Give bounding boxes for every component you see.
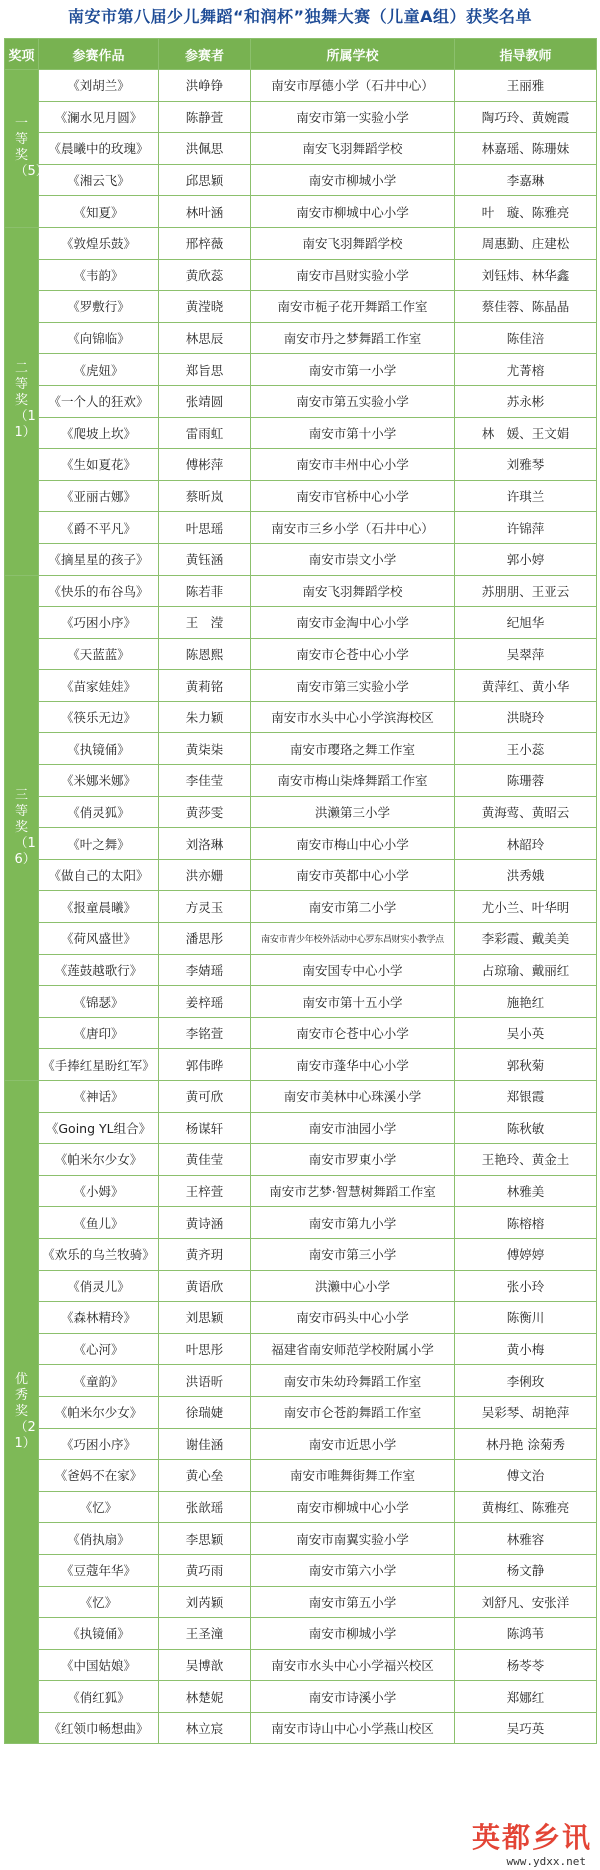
school-cell: 南安市诗山中心小学燕山校区 xyxy=(251,1712,455,1744)
table-row xyxy=(5,701,597,733)
participant-cell: 傅彬萍 xyxy=(159,449,251,481)
teacher-cell: 王丽雅 xyxy=(455,70,597,102)
table-header-row xyxy=(5,39,597,70)
school-cell: 南安市柳城小学 xyxy=(251,1618,455,1650)
participant-cell: 王圣潼 xyxy=(159,1618,251,1650)
table-row xyxy=(5,923,597,955)
table-row xyxy=(5,101,597,133)
participant-cell: 杨谋轩 xyxy=(159,1112,251,1144)
table-row xyxy=(5,1586,597,1618)
table-row xyxy=(5,1017,597,1049)
watermark-logo: 英都乡讯 xyxy=(471,1821,592,1854)
table-row xyxy=(5,1049,597,1081)
school-cell: 南安市罗東小学 xyxy=(251,1144,455,1176)
school-cell: 南安市第二小学 xyxy=(251,891,455,923)
work-cell: 《中国姑娘》 xyxy=(39,1649,159,1681)
participant-cell: 徐瑞婕 xyxy=(159,1396,251,1428)
school-cell: 南安市三乡小学（石井中心） xyxy=(251,512,455,544)
teacher-cell: 叶 璇、陈雅亮 xyxy=(455,196,597,228)
teacher-cell: 郭秋菊 xyxy=(455,1049,597,1081)
work-cell: 《苗家娃娃》 xyxy=(39,670,159,702)
teacher-cell: 杨文静 xyxy=(455,1554,597,1586)
teacher-cell: 陈榕榕 xyxy=(455,1207,597,1239)
table-row xyxy=(5,607,597,639)
school-cell: 南安市第十五小学 xyxy=(251,986,455,1018)
school-cell: 南安市栀子花开舞蹈工作室 xyxy=(251,291,455,323)
teacher-cell: 尤菁榕 xyxy=(455,354,597,386)
teacher-cell: 傅婷婷 xyxy=(455,1238,597,1270)
participant-cell: 邢梓薇 xyxy=(159,227,251,259)
school-cell: 洪濑第三小学 xyxy=(251,796,455,828)
participant-cell: 黄可欣 xyxy=(159,1081,251,1113)
teacher-cell: 郑娜红 xyxy=(455,1681,597,1713)
table-row xyxy=(5,543,597,575)
work-cell: 《俏执扇》 xyxy=(39,1523,159,1555)
work-cell: 《莲鼓越歌行》 xyxy=(39,954,159,986)
work-cell: 《帕米尔少女》 xyxy=(39,1396,159,1428)
work-cell: 《叶之舞》 xyxy=(39,828,159,860)
work-cell: 《爬坡上坎》 xyxy=(39,417,159,449)
participant-cell: 叶思瑶 xyxy=(159,512,251,544)
school-cell: 南安市第一小学 xyxy=(251,354,455,386)
prize-label: 二等奖（11） xyxy=(14,361,36,441)
participant-cell: 刘芮颖 xyxy=(159,1586,251,1618)
school-cell: 南安飞羽舞蹈学校 xyxy=(251,133,455,165)
school-cell: 南安市官桥中心小学 xyxy=(251,480,455,512)
prize-label: 优秀奖（21） xyxy=(14,1372,36,1452)
teacher-cell: 黄海莺、黄昭云 xyxy=(455,796,597,828)
work-cell: 《鱼儿》 xyxy=(39,1207,159,1239)
teacher-cell: 纪旭华 xyxy=(455,607,597,639)
teacher-cell: 洪秀娥 xyxy=(455,859,597,891)
work-cell: 《Going YL组合》 xyxy=(39,1112,159,1144)
table-row xyxy=(5,259,597,291)
table-row xyxy=(5,164,597,196)
teacher-cell: 施艳红 xyxy=(455,986,597,1018)
school-cell: 洪濑中心小学 xyxy=(251,1270,455,1302)
prize-cell xyxy=(5,227,39,575)
table-row xyxy=(5,449,597,481)
table-row xyxy=(5,1618,597,1650)
table-row xyxy=(5,733,597,765)
header-participant: 参赛者 xyxy=(159,39,251,70)
participant-cell: 林立宸 xyxy=(159,1712,251,1744)
participant-cell: 刘思颖 xyxy=(159,1302,251,1334)
table-row xyxy=(5,1238,597,1270)
header-prize: 奖项 xyxy=(5,39,39,70)
school-cell: 南安市近思小学 xyxy=(251,1428,455,1460)
school-cell: 南安飞羽舞蹈学校 xyxy=(251,227,455,259)
work-cell: 《虎妞》 xyxy=(39,354,159,386)
work-cell: 《小姆》 xyxy=(39,1175,159,1207)
table-row xyxy=(5,828,597,860)
school-cell: 南安市唯舞街舞工作室 xyxy=(251,1460,455,1492)
teacher-cell: 张小玲 xyxy=(455,1270,597,1302)
work-cell: 《唐印》 xyxy=(39,1017,159,1049)
table-row xyxy=(5,1712,597,1744)
school-cell: 南安市第五实验小学 xyxy=(251,385,455,417)
table-row xyxy=(5,1649,597,1681)
school-cell: 南安市璎珞之舞工作室 xyxy=(251,733,455,765)
participant-cell: 刘洛琳 xyxy=(159,828,251,860)
school-cell: 南安市第五小学 xyxy=(251,1586,455,1618)
work-cell: 《韦韵》 xyxy=(39,259,159,291)
work-cell: 《童韵》 xyxy=(39,1365,159,1397)
work-cell: 《巧困小序》 xyxy=(39,607,159,639)
teacher-cell: 郭小婷 xyxy=(455,543,597,575)
participant-cell: 洪亦姗 xyxy=(159,859,251,891)
work-cell: 《忆》 xyxy=(39,1586,159,1618)
table-row xyxy=(5,227,597,259)
school-cell: 南安市油园小学 xyxy=(251,1112,455,1144)
prize-cell xyxy=(5,1081,39,1744)
work-cell: 《俏红狐》 xyxy=(39,1681,159,1713)
work-cell: 《向锦临》 xyxy=(39,322,159,354)
participant-cell: 谢佳涵 xyxy=(159,1428,251,1460)
participant-cell: 郭伟晔 xyxy=(159,1049,251,1081)
school-cell: 南安市金淘中心小学 xyxy=(251,607,455,639)
teacher-cell: 许锦萍 xyxy=(455,512,597,544)
school-cell: 南安市水头中心小学福兴校区 xyxy=(251,1649,455,1681)
teacher-cell: 刘舒凡、安张洋 xyxy=(455,1586,597,1618)
teacher-cell: 吴巧英 xyxy=(455,1712,597,1744)
table-row xyxy=(5,1081,597,1113)
school-cell: 南安市仑苍中心小学 xyxy=(251,638,455,670)
table-row xyxy=(5,1428,597,1460)
school-cell: 南安市厚德小学（石井中心） xyxy=(251,70,455,102)
teacher-cell: 李俐玫 xyxy=(455,1365,597,1397)
work-cell: 《豆蔻年华》 xyxy=(39,1554,159,1586)
participant-cell: 王梓萱 xyxy=(159,1175,251,1207)
participant-cell: 邱思颖 xyxy=(159,164,251,196)
work-cell: 《知夏》 xyxy=(39,196,159,228)
prize-label: 三等奖（16） xyxy=(14,787,36,867)
work-cell: 《爸妈不在家》 xyxy=(39,1460,159,1492)
participant-cell: 黄莎雯 xyxy=(159,796,251,828)
table-row xyxy=(5,1396,597,1428)
table-row xyxy=(5,1460,597,1492)
teacher-cell: 苏永彬 xyxy=(455,385,597,417)
participant-cell: 陈若菲 xyxy=(159,575,251,607)
participant-cell: 陈恩熙 xyxy=(159,638,251,670)
table-row xyxy=(5,133,597,165)
work-cell: 《巧困小序》 xyxy=(39,1428,159,1460)
participant-cell: 黄钰涵 xyxy=(159,543,251,575)
table-row xyxy=(5,385,597,417)
teacher-cell: 吴彩琴、胡艳萍 xyxy=(455,1396,597,1428)
school-cell: 南安市朱幼玲舞蹈工作室 xyxy=(251,1365,455,1397)
table-row xyxy=(5,417,597,449)
participant-cell: 李婧瑶 xyxy=(159,954,251,986)
school-cell: 南安市柳城小学 xyxy=(251,164,455,196)
school-cell: 南安市水头中心小学滨海校区 xyxy=(251,701,455,733)
participant-cell: 方灵玉 xyxy=(159,891,251,923)
participant-cell: 雷雨虹 xyxy=(159,417,251,449)
school-cell: 南安市青少年校外活动中心罗东昌财实小教学点 xyxy=(251,923,455,955)
teacher-cell: 刘钰炜、林华鑫 xyxy=(455,259,597,291)
work-cell: 《红领巾畅想曲》 xyxy=(39,1712,159,1744)
participant-cell: 黄滢晓 xyxy=(159,291,251,323)
work-cell: 《敦煌乐鼓》 xyxy=(39,227,159,259)
participant-cell: 潘思彤 xyxy=(159,923,251,955)
table-row xyxy=(5,1207,597,1239)
teacher-cell: 陈鸿苇 xyxy=(455,1618,597,1650)
school-cell: 南安市柳城中心小学 xyxy=(251,196,455,228)
table-row xyxy=(5,986,597,1018)
work-cell: 《忆》 xyxy=(39,1491,159,1523)
participant-cell: 黄巧雨 xyxy=(159,1554,251,1586)
work-cell: 《罗敷行》 xyxy=(39,291,159,323)
teacher-cell: 林嘉瑶、陈珊妹 xyxy=(455,133,597,165)
teacher-cell: 刘雅琴 xyxy=(455,449,597,481)
school-cell: 南安国专中心小学 xyxy=(251,954,455,986)
work-cell: 《刘胡兰》 xyxy=(39,70,159,102)
work-cell: 《一个人的狂欢》 xyxy=(39,385,159,417)
school-cell: 南安市第十小学 xyxy=(251,417,455,449)
participant-cell: 黄莉铭 xyxy=(159,670,251,702)
work-cell: 《爵不平凡》 xyxy=(39,512,159,544)
participant-cell: 洪语昕 xyxy=(159,1365,251,1397)
work-cell: 《亚丽古娜》 xyxy=(39,480,159,512)
work-cell: 《俏灵狐》 xyxy=(39,796,159,828)
school-cell: 南安市码头中心小学 xyxy=(251,1302,455,1334)
table-row xyxy=(5,1333,597,1365)
teacher-cell: 林 媛、王文娟 xyxy=(455,417,597,449)
school-cell: 南安市梅山中心小学 xyxy=(251,828,455,860)
table-row xyxy=(5,796,597,828)
teacher-cell: 尤小兰、叶华明 xyxy=(455,891,597,923)
participant-cell: 黄语欣 xyxy=(159,1270,251,1302)
teacher-cell: 周惠勤、庄建松 xyxy=(455,227,597,259)
table-row xyxy=(5,1175,597,1207)
table-row xyxy=(5,1270,597,1302)
school-cell: 南安市诗溪小学 xyxy=(251,1681,455,1713)
work-cell: 《心河》 xyxy=(39,1333,159,1365)
participant-cell: 李铭萱 xyxy=(159,1017,251,1049)
participant-cell: 朱力颖 xyxy=(159,701,251,733)
participant-cell: 黄柒柒 xyxy=(159,733,251,765)
teacher-cell: 蔡佳蓉、陈晶晶 xyxy=(455,291,597,323)
school-cell: 南安市昌财实验小学 xyxy=(251,259,455,291)
school-cell: 南安市蓬华中心小学 xyxy=(251,1049,455,1081)
table-row xyxy=(5,1144,597,1176)
work-cell: 《森林精玲》 xyxy=(39,1302,159,1334)
school-cell: 南安市崇文小学 xyxy=(251,543,455,575)
teacher-cell: 王艳玲、黄金土 xyxy=(455,1144,597,1176)
participant-cell: 黄诗涵 xyxy=(159,1207,251,1239)
participant-cell: 吴博歆 xyxy=(159,1649,251,1681)
teacher-cell: 苏朋朋、王亚云 xyxy=(455,575,597,607)
work-cell: 《报童晨曦》 xyxy=(39,891,159,923)
school-cell: 南安市第三小学 xyxy=(251,1238,455,1270)
work-cell: 《湘云飞》 xyxy=(39,164,159,196)
work-cell: 《筷乐无边》 xyxy=(39,701,159,733)
work-cell: 《神话》 xyxy=(39,1081,159,1113)
school-cell: 南安市美林中心珠溪小学 xyxy=(251,1081,455,1113)
teacher-cell: 李嘉琳 xyxy=(455,164,597,196)
table-row xyxy=(5,575,597,607)
teacher-cell: 王小蕊 xyxy=(455,733,597,765)
teacher-cell: 陈秋敏 xyxy=(455,1112,597,1144)
table-row xyxy=(5,1302,597,1334)
teacher-cell: 陈衡川 xyxy=(455,1302,597,1334)
table-row xyxy=(5,670,597,702)
teacher-cell: 吴翠萍 xyxy=(455,638,597,670)
header-teacher: 指导教师 xyxy=(455,39,597,70)
table-row xyxy=(5,1112,597,1144)
teacher-cell: 李彩霞、戴美美 xyxy=(455,923,597,955)
teacher-cell: 陈佳涪 xyxy=(455,322,597,354)
school-cell: 福建省南安师范学校附属小学 xyxy=(251,1333,455,1365)
teacher-cell: 黄萍红、黄小华 xyxy=(455,670,597,702)
participant-cell: 李思颖 xyxy=(159,1523,251,1555)
participant-cell: 郑旨思 xyxy=(159,354,251,386)
teacher-cell: 林雅容 xyxy=(455,1523,597,1555)
table-row xyxy=(5,1523,597,1555)
work-cell: 《生如夏花》 xyxy=(39,449,159,481)
school-cell: 南安市英都中心小学 xyxy=(251,859,455,891)
work-cell: 《晨曦中的玫瑰》 xyxy=(39,133,159,165)
school-cell: 南安市艺梦·智慧树舞蹈工作室 xyxy=(251,1175,455,1207)
participant-cell: 李佳莹 xyxy=(159,765,251,797)
teacher-cell: 黄小梅 xyxy=(455,1333,597,1365)
participant-cell: 黄佳莹 xyxy=(159,1144,251,1176)
participant-cell: 黄齐玥 xyxy=(159,1238,251,1270)
table-row xyxy=(5,480,597,512)
work-cell: 《锦瑟》 xyxy=(39,986,159,1018)
teacher-cell: 傅文治 xyxy=(455,1460,597,1492)
table-row xyxy=(5,291,597,323)
award-table xyxy=(4,38,597,1744)
table-row xyxy=(5,70,597,102)
table-row xyxy=(5,1365,597,1397)
header-work: 参赛作品 xyxy=(39,39,159,70)
teacher-cell: 林丹艳 涂菊秀 xyxy=(455,1428,597,1460)
prize-cell xyxy=(5,575,39,1081)
table-row xyxy=(5,891,597,923)
work-cell: 《米娜米娜》 xyxy=(39,765,159,797)
school-cell: 南安市柳城中心小学 xyxy=(251,1491,455,1523)
participant-cell: 王 滢 xyxy=(159,607,251,639)
prize-label: 一等奖（5） xyxy=(14,116,49,180)
work-cell: 《摘星星的孩子》 xyxy=(39,543,159,575)
school-cell: 南安市梅山柒烽舞蹈工作室 xyxy=(251,765,455,797)
school-cell: 南安市丹之梦舞蹈工作室 xyxy=(251,322,455,354)
participant-cell: 林楚妮 xyxy=(159,1681,251,1713)
work-cell: 《俏灵儿》 xyxy=(39,1270,159,1302)
work-cell: 《澜水见月圆》 xyxy=(39,101,159,133)
table-row xyxy=(5,954,597,986)
teacher-cell: 许琪兰 xyxy=(455,480,597,512)
table-row xyxy=(5,859,597,891)
school-cell: 南安飞羽舞蹈学校 xyxy=(251,575,455,607)
table-row xyxy=(5,512,597,544)
school-cell: 南安市仑苍韵舞蹈工作室 xyxy=(251,1396,455,1428)
table-row xyxy=(5,1491,597,1523)
prize-cell xyxy=(5,70,49,228)
teacher-cell: 杨苓苓 xyxy=(455,1649,597,1681)
school-cell: 南安市第九小学 xyxy=(251,1207,455,1239)
table-row xyxy=(5,638,597,670)
work-cell: 《做自己的太阳》 xyxy=(39,859,159,891)
participant-cell: 叶思彤 xyxy=(159,1333,251,1365)
work-cell: 《手捧红星盼红军》 xyxy=(39,1049,159,1081)
participant-cell: 洪佩思 xyxy=(159,133,251,165)
school-cell: 南安市第一实验小学 xyxy=(251,101,455,133)
teacher-cell: 陶巧玲、黄婉霞 xyxy=(455,101,597,133)
work-cell: 《天蓝蓝》 xyxy=(39,638,159,670)
school-cell: 南安市南翼实验小学 xyxy=(251,1523,455,1555)
work-cell: 《荷风盛世》 xyxy=(39,923,159,955)
participant-cell: 洪峥铮 xyxy=(159,70,251,102)
table-body xyxy=(5,70,597,1744)
table-row xyxy=(5,354,597,386)
table-row xyxy=(5,1554,597,1586)
school-cell: 南安市仑苍中心小学 xyxy=(251,1017,455,1049)
header-school: 所属学校 xyxy=(251,39,455,70)
watermark-url: www.ydxx.net xyxy=(506,1855,586,1868)
participant-cell: 黄欣蕊 xyxy=(159,259,251,291)
teacher-cell: 林雅美 xyxy=(455,1175,597,1207)
participant-cell: 林叶涵 xyxy=(159,196,251,228)
table-row xyxy=(5,765,597,797)
teacher-cell: 林韶玲 xyxy=(455,828,597,860)
participant-cell: 林思辰 xyxy=(159,322,251,354)
table-row xyxy=(5,196,597,228)
participant-cell: 姜梓瑶 xyxy=(159,986,251,1018)
teacher-cell: 陈珊蓉 xyxy=(455,765,597,797)
participant-cell: 张靖圆 xyxy=(159,385,251,417)
participant-cell: 蔡昕岚 xyxy=(159,480,251,512)
teacher-cell: 郑银霞 xyxy=(455,1081,597,1113)
work-cell: 《帕米尔少女》 xyxy=(39,1144,159,1176)
teacher-cell: 吴小英 xyxy=(455,1017,597,1049)
teacher-cell: 洪晓玲 xyxy=(455,701,597,733)
school-cell: 南安市第三实验小学 xyxy=(251,670,455,702)
table-row xyxy=(5,322,597,354)
work-cell: 《执镜俑》 xyxy=(39,733,159,765)
work-cell: 《欢乐的乌兰牧骑》 xyxy=(39,1238,159,1270)
work-cell: 《快乐的布谷鸟》 xyxy=(39,575,159,607)
teacher-cell: 占琼瑜、戴丽红 xyxy=(455,954,597,986)
teacher-cell: 黄梅红、陈雅亮 xyxy=(455,1491,597,1523)
table-row xyxy=(5,1681,597,1713)
participant-cell: 陈静萱 xyxy=(159,101,251,133)
participant-cell: 张歆瑶 xyxy=(159,1491,251,1523)
school-cell: 南安市第六小学 xyxy=(251,1554,455,1586)
page-title: 南安市第八届少儿舞蹈“和润杯”独舞大赛（儿童A组）获奖名单 xyxy=(68,7,532,26)
school-cell: 南安市丰州中心小学 xyxy=(251,449,455,481)
work-cell: 《执镜俑》 xyxy=(39,1618,159,1650)
participant-cell: 黄心垒 xyxy=(159,1460,251,1492)
